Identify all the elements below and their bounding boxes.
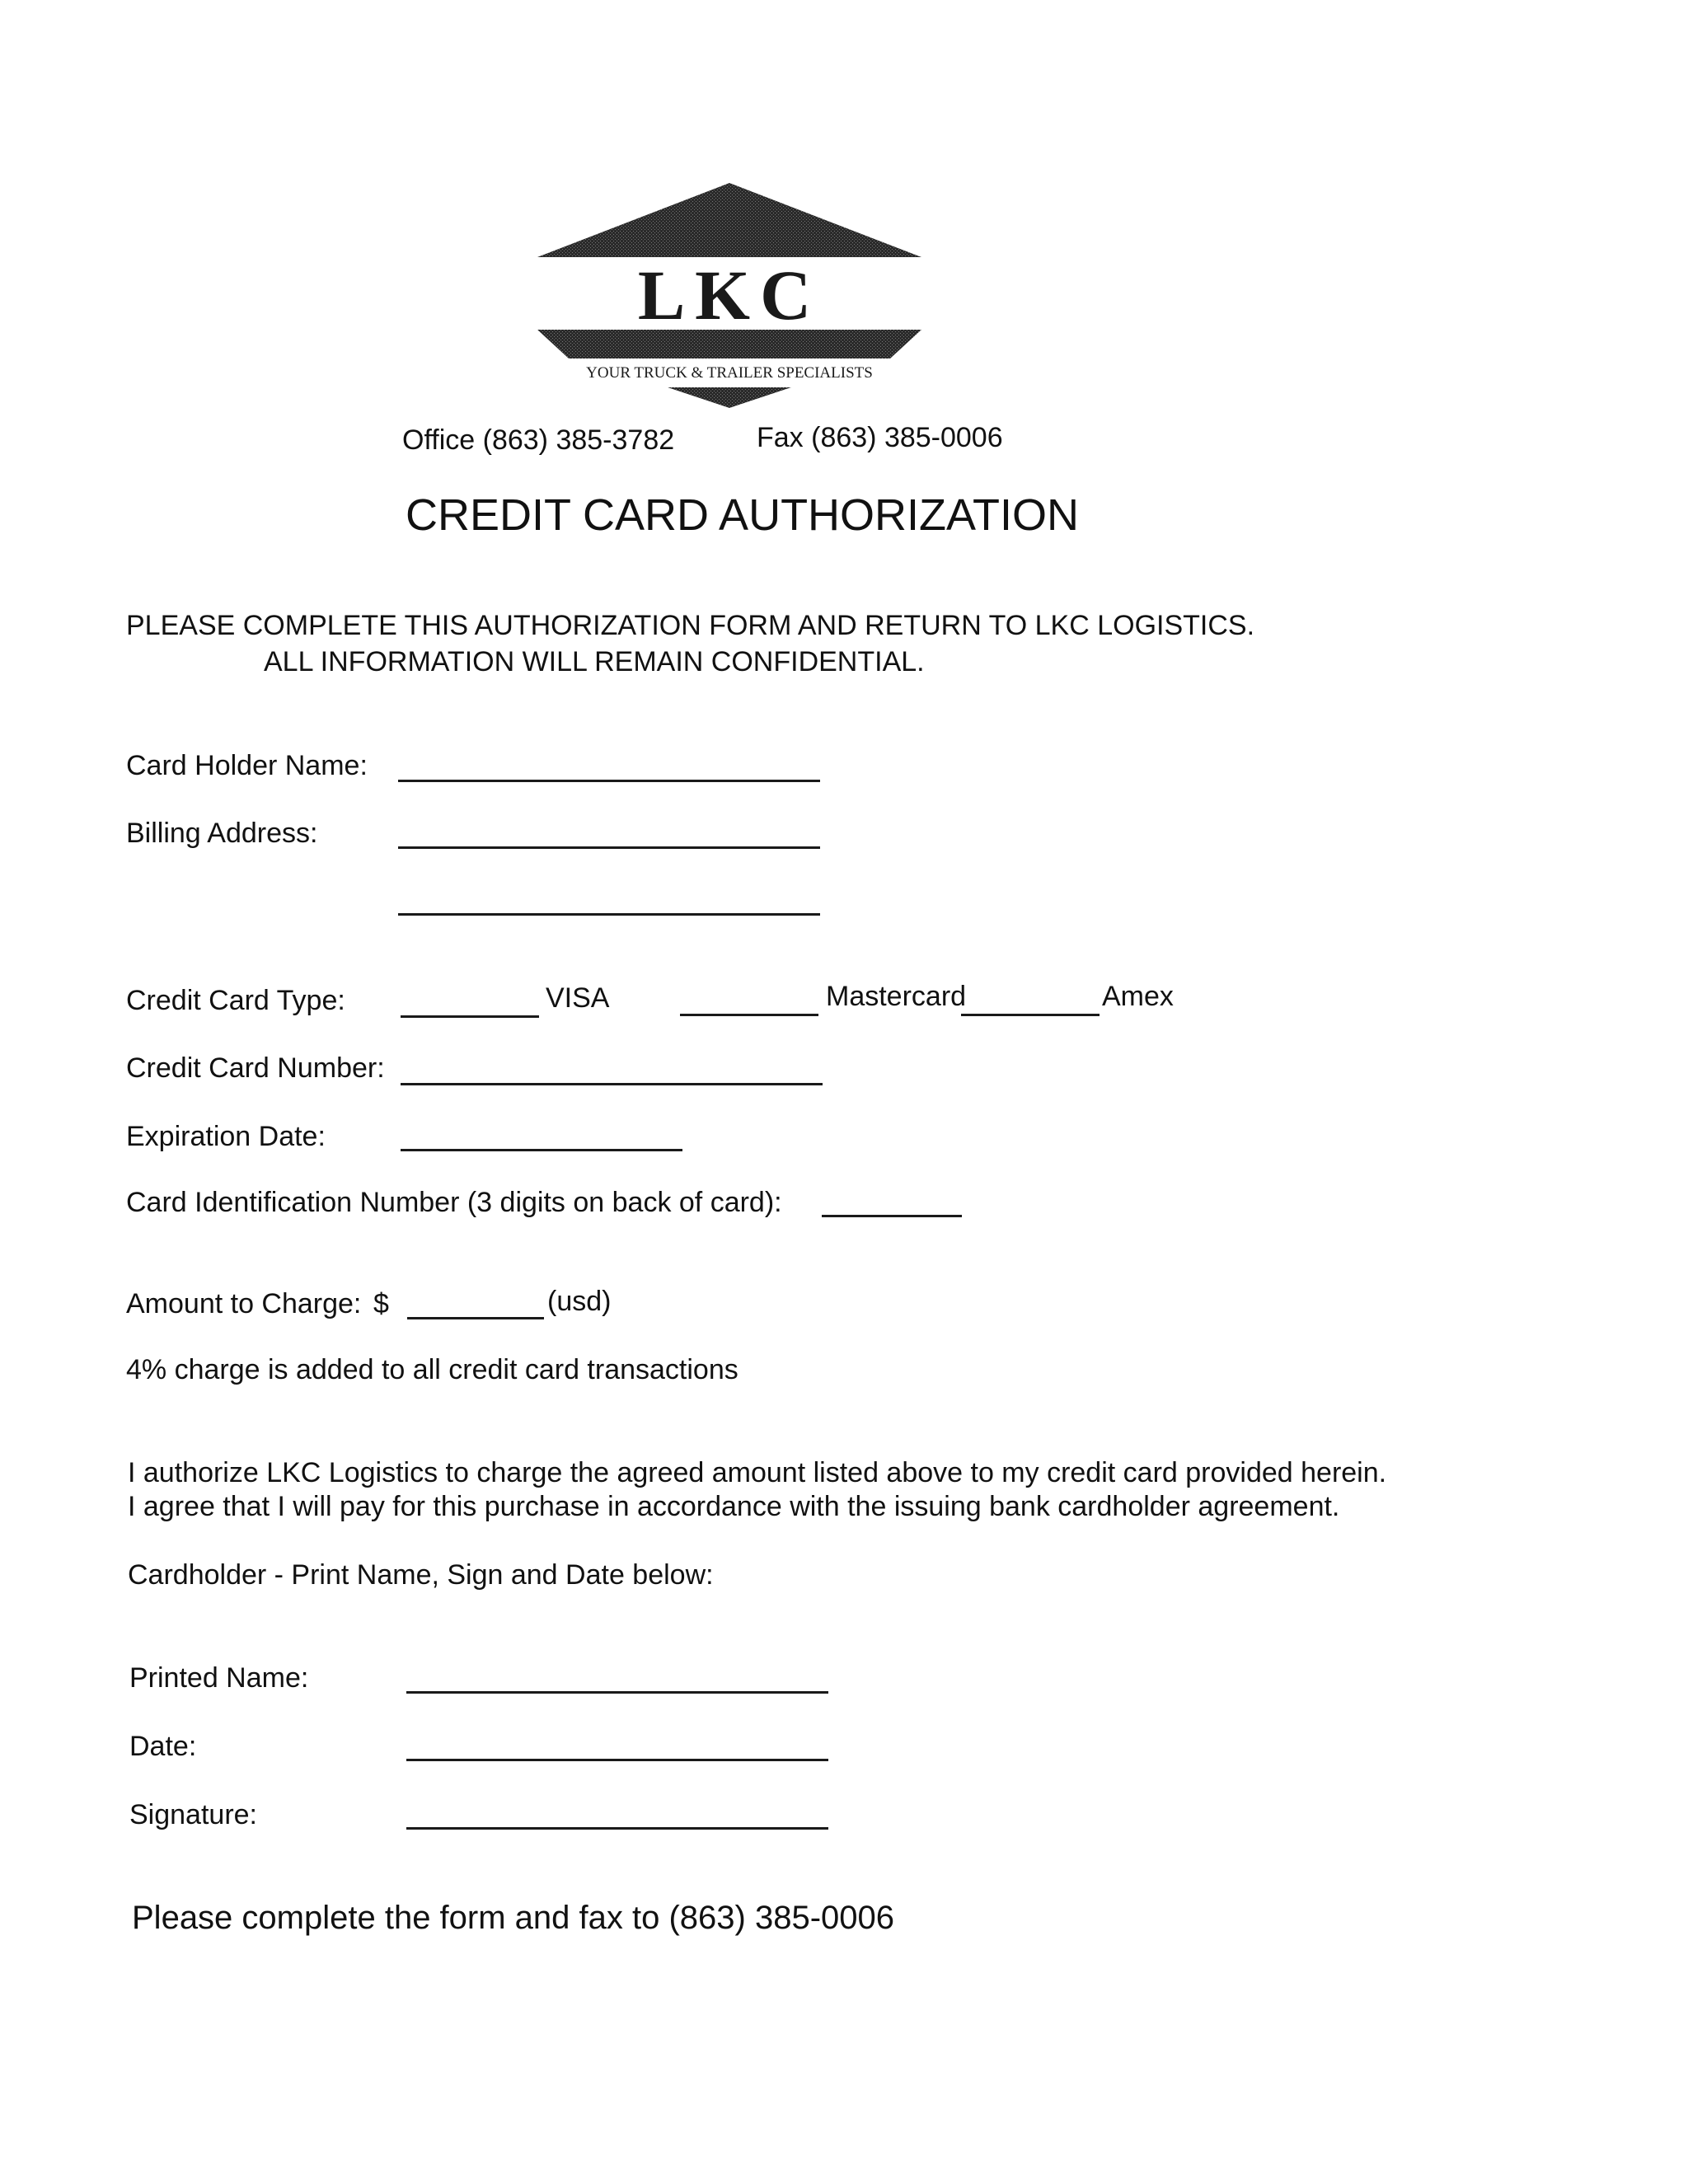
- authorization-line-1: I authorize LKC Logistics to charge the agreed amount listed above to my credit card provided herein.: [128, 1457, 1387, 1488]
- intro-line-2: ALL INFORMATION WILL REMAIN CONFIDENTIAL.: [264, 646, 925, 677]
- cid-field[interactable]: [822, 1215, 962, 1217]
- card-holder-name-field[interactable]: [398, 780, 820, 782]
- amount-currency: $: [373, 1288, 389, 1319]
- page-title: CREDIT CARD AUTHORIZATION: [406, 490, 1080, 540]
- billing-address-label: Billing Address:: [126, 818, 318, 849]
- amount-unit: (usd): [547, 1286, 612, 1317]
- office-phone: Office (863) 385-3782: [402, 424, 675, 456]
- footer-instruction: Please complete the form and fax to (863) 385-0006: [132, 1900, 894, 1936]
- card-type-mastercard-label: Mastercard: [826, 981, 967, 1012]
- card-type-mastercard-field[interactable]: [680, 1014, 818, 1016]
- card-type-amex-label: Amex: [1102, 981, 1174, 1012]
- amount-label: Amount to Charge:: [126, 1288, 362, 1319]
- authorization-line-2: I agree that I will pay for this purchase in accordance with the issuing bank cardholder agreement.: [128, 1491, 1340, 1522]
- date-label: Date:: [129, 1731, 197, 1762]
- signature-field[interactable]: [406, 1827, 828, 1830]
- billing-address-field-line-2[interactable]: [398, 913, 820, 916]
- card-type-visa-field[interactable]: [401, 1015, 539, 1018]
- fax-number: Fax (863) 385-0006: [757, 422, 1003, 453]
- card-number-field[interactable]: [401, 1083, 823, 1085]
- card-type-amex-field[interactable]: [961, 1014, 1100, 1016]
- logo-bottom-triangle: [668, 387, 791, 408]
- billing-address-field-line-1[interactable]: [398, 846, 820, 849]
- signoff-instruction: Cardholder - Print Name, Sign and Date below:: [128, 1559, 714, 1591]
- expiration-date-label: Expiration Date:: [126, 1121, 326, 1152]
- card-holder-name-label: Card Holder Name:: [126, 750, 368, 781]
- date-field[interactable]: [406, 1759, 828, 1761]
- logo-top-triangle: [537, 183, 921, 257]
- cid-label: Card Identification Number (3 digits on back of card):: [126, 1187, 782, 1218]
- printed-name-label: Printed Name:: [129, 1662, 309, 1694]
- card-type-label: Credit Card Type:: [126, 985, 345, 1016]
- logo-tagline: YOUR TRUCK & TRAILER SPECIALISTS: [586, 364, 873, 382]
- logo-letters: LKC: [637, 255, 822, 335]
- amount-field[interactable]: [407, 1317, 544, 1319]
- printed-name-field[interactable]: [406, 1691, 828, 1694]
- expiration-date-field[interactable]: [401, 1149, 682, 1151]
- card-number-label: Credit Card Number:: [126, 1052, 385, 1084]
- lkc-logo: [528, 181, 931, 416]
- surcharge-note: 4% charge is added to all credit card transactions: [126, 1354, 738, 1385]
- card-type-visa-label: VISA: [546, 982, 610, 1014]
- intro-line-1: PLEASE COMPLETE THIS AUTHORIZATION FORM AND RETURN TO LKC LOGISTICS.: [126, 610, 1255, 641]
- signature-label: Signature:: [129, 1799, 257, 1830]
